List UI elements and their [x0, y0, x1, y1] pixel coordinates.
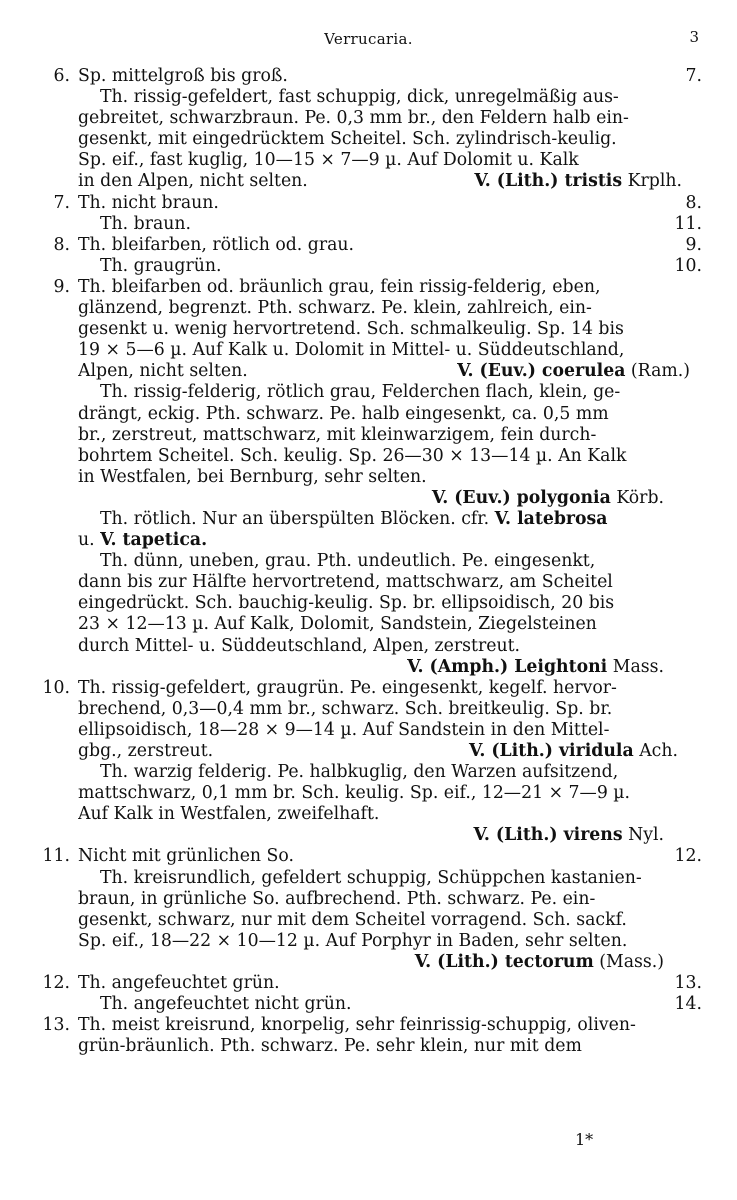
key-entry-8: [36, 235, 702, 277]
key-line: drängt, eckig. Pth. schwarz. Pe. halb eingesenkt, ca. 0,5 mm: [78, 403, 609, 424]
key-line: Th. graugrün. 10.: [100, 255, 702, 276]
key-line: 19 × 5—6 µ. Auf Kalk u. Dolomit in Mittel- u. Süddeutschland,: [78, 340, 625, 361]
page-number: 3: [689, 28, 699, 46]
entry-number: 9.: [53, 276, 70, 297]
key-line: in Westfalen, bei Bernburg, sehr selten.: [78, 466, 427, 487]
species-name: V. (Euv.) coerulea: [457, 361, 626, 382]
key-line: eingedrückt. Sch. bauchig-keulig. Sp. br. ellipsoidisch, 20 bis: [78, 593, 615, 614]
key-line: Sp. mittelgroß bis groß. 7.: [78, 66, 702, 86]
key-line: gbg., zerstreut. V. (Lith.) viridula Ach.: [78, 741, 678, 761]
species-author: Nyl.: [628, 825, 664, 846]
key-line: gebreitet, schwarzbraun. Pe. 0,3 mm br., den Feldern halb ein-: [78, 108, 629, 129]
key-line: [78, 657, 702, 678]
key-line: Th. kreisrundlich, gefeldert schuppig, Schüppchen kastanien-: [100, 867, 642, 888]
species-author: Mass.: [612, 656, 664, 677]
entry-number: 7.: [53, 192, 70, 213]
entry-number: 12.: [42, 973, 70, 994]
key-line: bohrtem Scheitel. Sch. keulig. Sp. 26—30 × 13—14 µ. An Kalk: [78, 445, 627, 466]
key-text: [36, 66, 702, 1057]
key-line: gesenkt, mit eingedrücktem Scheitel. Sch. zylindrisch-keulig.: [78, 129, 617, 150]
key-line: braun, in grünliche So. aufbrechend. Pth. schwarz. Pe. ein-: [78, 888, 596, 909]
species-name: V. (Lith.) tristis: [474, 171, 623, 192]
key-line: brechend, 0,3—0,4 mm br., schwarz. Sch. breitkeulig. Sp. br.: [78, 698, 613, 719]
species-reference: V. latebrosa: [494, 508, 608, 529]
key-line: Auf Kalk in Westfalen, zweifelhaft.: [78, 804, 380, 825]
key-line: br., zerstreut, mattschwarz, mit kleinwarzigem, fein durch-: [78, 424, 597, 445]
species-author: Ach.: [639, 741, 678, 761]
species-reference: V. tapetica.: [100, 530, 208, 551]
key-line: Th. meist kreisrund, knorpelig, sehr feinrissig-schuppig, oliven-: [78, 1015, 636, 1036]
entry-number: 8.: [53, 234, 70, 255]
key-entry-7: [36, 193, 702, 235]
key-line: Th. bleifarben, rötlich od. grau. 9.: [78, 234, 702, 255]
entry-number: 6.: [53, 66, 70, 86]
key-line: Th. nicht braun. 8.: [78, 192, 702, 213]
key-line: ellipsoidisch, 18—28 × 9—14 µ. Auf Sandstein in den Mittel-: [78, 719, 610, 740]
key-line: Th. braun. 11.: [100, 213, 702, 234]
key-line: [78, 825, 702, 846]
key-line: Nicht mit grünlichen So. 12.: [78, 846, 702, 867]
species-author: Körb.: [616, 487, 664, 508]
species-name: V. (Euv.) polygonia: [431, 487, 611, 508]
key-line: gesenkt, schwarz, nur mit dem Scheitel vorragend. Sch. sackf.: [78, 909, 627, 930]
key-line: Th. rissig-gefeldert, fast schuppig, dick, unregelmäßig aus-: [100, 87, 619, 108]
key-line: [78, 488, 702, 509]
key-line: Sp. eif., fast kuglig, 10—15 × 7—9 µ. Auf Dolomit u. Kalk: [78, 150, 579, 171]
entry-number: 13.: [42, 1015, 70, 1036]
key-entry-13: [36, 1015, 702, 1057]
key-line: Th. rissig-gefeldert, graugrün. Pe. eingesenkt, kegelf. hervor-: [78, 677, 617, 698]
printer-signature: 1*: [575, 1130, 594, 1149]
key-line: [78, 952, 702, 973]
key-line: dann bis zur Hälfte hervortretend, mattschwarz, am Scheitel: [78, 572, 613, 593]
key-line: grün-bräunlich. Pth. schwarz. Pe. sehr klein, nur mit dem: [78, 1036, 582, 1057]
key-line: durch Mittel- u. Süddeutschland, Alpen, zerstreut.: [78, 635, 521, 656]
key-line: mattschwarz, 0,1 mm br. Sch. keulig. Sp. eif., 12—21 × 7—9 µ.: [78, 783, 631, 804]
key-line: Th. dünn, uneben, grau. Pth. undeutlich. Pe. eingesenkt,: [100, 551, 596, 572]
key-entry-10: [36, 678, 702, 847]
species-name: V. (Lith.) tectorum: [414, 951, 594, 972]
key-line: glänzend, begrenzt. Pth. schwarz. Pe. klein, zahlreich, ein-: [78, 298, 592, 319]
key-entry-11: [36, 846, 702, 973]
key-line: gesenkt u. wenig hervortretend. Sch. schmalkeulig. Sp. 14 bis: [78, 319, 624, 340]
key-entry-9: [36, 277, 702, 678]
key-line: Th. rötlich. Nur an überspülten Blöcken. cfr. V. latebrosa: [100, 508, 608, 529]
key-line: Th. angefeuchtet nicht grün. 14.: [100, 994, 702, 1015]
key-line: Th. warzig felderig. Pe. halbkuglig, den Warzen aufsitzend,: [100, 762, 619, 783]
key-entry-12: [36, 973, 702, 1015]
key-line: Th. rissig-felderig, rötlich grau, Felderchen flach, klein, ge-: [100, 382, 621, 403]
species-author: Krplh.: [627, 171, 682, 192]
key-line: Sp. eif., 18—22 × 10—12 µ. Auf Porphyr in Baden, sehr selten.: [78, 930, 628, 951]
key-line: Th. bleifarben od. bräunlich grau, fein rissig-felderig, eben,: [78, 276, 601, 297]
running-head: Verrucaria.: [324, 30, 413, 48]
species-name: V. (Amph.) Leightoni: [407, 656, 608, 677]
key-entry-6: [36, 66, 702, 193]
species-name: V. (Lith.) viridula: [468, 741, 634, 761]
key-line: in den Alpen, nicht selten. V. (Lith.) tristis Krplh.: [78, 171, 682, 192]
key-line: u. V. tapetica.: [78, 530, 208, 551]
species-name: V. (Lith.) virens: [473, 825, 623, 846]
species-author: (Mass.): [599, 951, 664, 972]
key-line: Th. angefeuchtet grün. 13.: [78, 973, 702, 994]
entry-number: 11.: [42, 846, 70, 867]
entry-number: 10.: [42, 677, 70, 698]
key-line: Alpen, nicht selten. V. (Euv.) coerulea (Ram.): [78, 361, 690, 382]
key-line: 23 × 12—13 µ. Auf Kalk, Dolomit, Sandstein, Ziegelsteinen: [78, 614, 597, 635]
species-author: (Ram.): [630, 361, 690, 382]
